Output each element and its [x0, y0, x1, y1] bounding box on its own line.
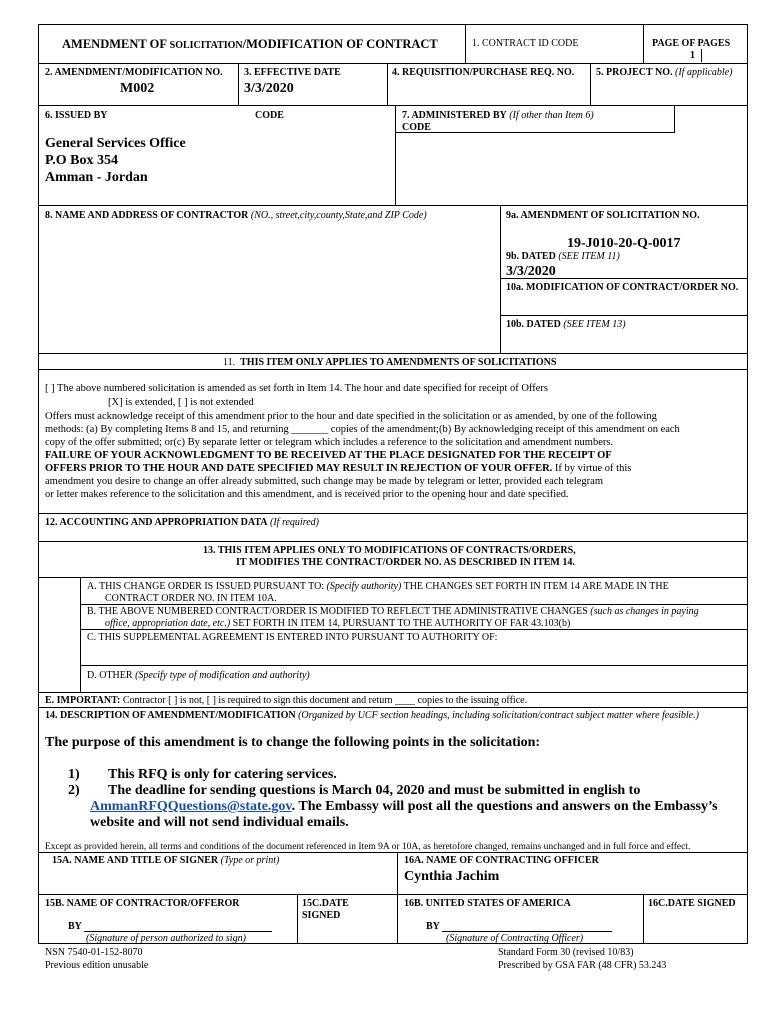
item-13-b-text: B. THE ABOVE NUMBERED CONTRACT/ORDER IS MODIFIED TO REFLECT THE ADMINISTRATIVE CHANGES [87, 606, 591, 617]
point-1-text: This RFQ is only for catering services. [108, 767, 337, 782]
project-no-label [596, 67, 732, 79]
item-9b-text: 9b. DATED [506, 251, 556, 262]
administered-text: 7. ADMINISTERED BY [402, 110, 507, 121]
amendment-no-value: M002 [120, 81, 155, 96]
item-10b-label [506, 319, 626, 331]
item-13-d-line [87, 670, 310, 682]
standard-form: Standard Form 30 (revised 10/83) [498, 947, 634, 958]
issuer-name: General Services Office [45, 136, 186, 151]
item-13-b-note-2: office, appropriation date, etc.) [105, 618, 231, 629]
by-right-label: BY [426, 921, 440, 932]
item-9b-note: (SEE ITEM 11) [558, 251, 620, 262]
item-14-purpose: The purpose of this amendment is to change the following points in the solicitation: [45, 735, 541, 750]
prescribed-by: Prescribed by GSA FAR (48 CFR) 53.243 [498, 960, 667, 971]
item-11-heading [223, 357, 556, 369]
project-no-text: 5. PROJECT NO. [596, 67, 673, 78]
date-15c-label-2: SIGNED [302, 910, 341, 921]
date-16c-label: 16C.DATE SIGNED [648, 898, 736, 909]
item-13-heading-2: IT MODIFIES THE CONTRACT/ORDER NO. AS DESCRIBED IN ITEM 14. [236, 557, 575, 568]
administered-by-label [402, 110, 594, 122]
previous-edition: Previous edition unusable [45, 960, 149, 971]
item-10b-text: 10b. DATED [506, 319, 561, 330]
issuer-address-2: Amman - Jordan [45, 170, 148, 185]
item-11-line-6: FAILURE OF YOUR ACKNOWLEDGMENT TO BE RECEIVED AT THE PLACE DESIGNATED FOR THE RECEIPT OF [45, 450, 612, 461]
requisition-label: 4. REQUISITION/PURCHASE REQ. NO. [392, 67, 575, 78]
item-11-line-5: copy of the offer submitted; or(c) By separate letter or telegram which includes a reference to the solicitation and amendment numbers. [45, 437, 614, 448]
effective-date-label: 3. EFFECTIVE DATE [244, 67, 341, 78]
signature-right-caption: (Signature of Contracting Officer) [446, 933, 584, 944]
item-13-a-line-2: CONTRACT ORDER NO. IN ITEM 10A. [105, 593, 277, 604]
issued-by-label: 6. ISSUED BY [45, 110, 108, 121]
page-separator [701, 49, 702, 62]
item-13-d-text: D. OTHER [87, 670, 136, 681]
item-13-a-note: (Specify authority) [326, 581, 402, 592]
item-12-label [45, 517, 319, 529]
item-11-line-3: Offers must acknowledge receipt of this amendment prior to the hour and date specified in the solicitation or as amended, by one of the following [45, 411, 657, 422]
issued-by-code-label: CODE [255, 110, 284, 121]
item-11-line-8: amendment you desire to change an offer already submitted, such change may be made by telegram or letter, provided each telegram [45, 476, 603, 487]
project-no-note: (If applicable) [675, 67, 733, 78]
contracting-officer-name: Cynthia Jachim [404, 869, 500, 884]
contractor-text: 8. NAME AND ADDRESS OF CONTRACTOR [45, 210, 249, 221]
amendment-no-label: 2. AMENDMENT/MODIFICATION NO. [45, 67, 223, 78]
effective-date-value: 3/3/2020 [244, 81, 294, 96]
item-11-line-7-rest: If by virtue of this [552, 463, 632, 474]
item-14-note: (Organized by UCF section headings, including solicitation/contract subject matter where feasible.) [298, 710, 699, 721]
item-13-d-note: (Specify type of modification and authority) [135, 670, 310, 681]
point-2-number: 2) [68, 783, 80, 798]
signature-line-right[interactable] [442, 931, 612, 932]
date-15c-label-1: 15C.DATE [302, 898, 349, 909]
point-2-rest: . The Embassy will post all the questions and answers on the Embassy’s [291, 799, 718, 814]
signature-left-caption: (Signature of person authorized to sign) [86, 933, 246, 944]
item-13-b-note: (such as changes in paying [590, 606, 699, 617]
administered-code-label: CODE [402, 122, 431, 133]
form-title [62, 38, 438, 52]
item-13-b-rest: SET FORTH IN ITEM 14, PURSUANT TO THE AUTHORITY OF FAR 43.103(b) [230, 618, 571, 629]
email-link[interactable]: AmmanRFQQuestions@state.gov [90, 799, 292, 814]
usa-16b-label: 16B. UNITED STATES OF AMERICA [404, 898, 571, 909]
item-12-text: 12. ACCOUNTING AND APPROPRIATION DATA [45, 517, 268, 528]
title-part-c: /MODIFICATION OF CONTRACT [242, 37, 438, 51]
signer-15a-label [52, 855, 279, 867]
item-9a-label: 9a. AMENDMENT OF SOLICITATION NO. [506, 210, 700, 221]
item-13-heading-1: 13. THIS ITEM APPLIES ONLY TO MODIFICATIONS OF CONTRACTS/ORDERS, [203, 545, 576, 556]
item-11-line-4: methods: (a) By completing Items 8 and 15, and returning _______ copies of the amendment;(b) By acknowledging receipt of this amendment on each [45, 424, 680, 435]
title-part-a: AMENDMENT OF [62, 37, 170, 51]
contractor-note: (NO., street,city,county,State,and ZIP Code) [250, 210, 427, 221]
signer-15a-text: 15A. NAME AND TITLE OF SIGNER [52, 855, 219, 866]
item-9b-label [506, 251, 620, 263]
item-10a-label: 10a. MODIFICATION OF CONTRACT/ORDER NO. [506, 282, 739, 293]
item-12-note: (If required) [270, 517, 319, 528]
item-13-a-rest: THE CHANGES SET FORTH IN ITEM 14 ARE MADE IN THE [401, 581, 669, 592]
page-of-pages-label: PAGE OF PAGES [652, 38, 731, 49]
item-11-num: 11. [223, 357, 236, 368]
nsn-number: NSN 7540-01-152-8070 [45, 947, 143, 958]
item-e-line [45, 695, 527, 707]
contract-id-label: 1. CONTRACT ID CODE [472, 38, 579, 49]
item-11-line-2: [X] is extended, [ ] is not extended [108, 397, 254, 408]
item-13-b-line-2 [105, 618, 570, 630]
item-10b-note: (SEE ITEM 13) [563, 319, 626, 330]
point-2-line-3: website and will not send individual emails. [90, 815, 349, 830]
officer-16a-label: 16A. NAME OF CONTRACTING OFFICER [404, 855, 599, 866]
contractor-label [45, 210, 427, 222]
point-1-number: 1) [68, 767, 80, 782]
page-value: 1 [690, 50, 695, 61]
title-part-b: SOLICITATION [169, 40, 243, 51]
item-9b-value: 3/3/2020 [506, 264, 556, 279]
administered-note: (If other than Item 6) [509, 110, 594, 121]
item-e-text: Contractor [ ] is not, [ ] is required to sign this document and return ____ copies to the issuing office. [120, 695, 528, 706]
point-2-text: The deadline for sending questions is March 04, 2020 and must be submitted in english to [108, 783, 641, 798]
item-13-c-line: C. THIS SUPPLEMENTAL AGREEMENT IS ENTERED INTO PURSUANT TO AUTHORITY OF: [87, 632, 498, 643]
by-left-label: BY [68, 921, 82, 932]
footer-note: Except as provided herein, all terms and conditions of the document referenced in Item 9A or 10A, as heretofore changed, remains unchanged and in full force and effect. [45, 842, 691, 852]
item-11-heading-text: THIS ITEM ONLY APPLIES TO AMENDMENTS OF SOLICITATIONS [240, 357, 557, 368]
signature-line-left[interactable] [84, 931, 272, 932]
issuer-address-1: P.O Box 354 [45, 153, 118, 168]
item-11-line-1: [ ] The above numbered solicitation is amended as set forth in Item 14. The hour and date specified for receipt of Offers [45, 383, 548, 394]
item-13-a-line-1 [87, 581, 669, 593]
item-e-label: E. IMPORTANT: [45, 695, 121, 706]
item-11-line-9: or letter makes reference to the solicitation and this amendment, and is received prior to the opening hour and date specified. [45, 489, 569, 500]
item-14-label [45, 710, 699, 722]
item-13-a-text: A. THIS CHANGE ORDER IS ISSUED PURSUANT TO: [87, 581, 327, 592]
signer-15a-note: (Type or print) [220, 855, 280, 866]
point-2-line-2 [90, 798, 718, 815]
item-14-text: 14. DESCRIPTION OF AMENDMENT/MODIFICATION [45, 710, 296, 721]
item-9a-value: 19-J010-20-Q-0017 [567, 236, 681, 251]
item-11-line-7-bold: OFFERS PRIOR TO THE HOUR AND DATE SPECIFIED MAY RESULT IN REJECTION OF YOUR OFFER. [45, 463, 553, 474]
item-11-line-7 [45, 462, 631, 475]
contractor-15b-label: 15B. NAME OF CONTRACTOR/OFFEROR [45, 898, 240, 909]
item-13-b-line-1 [87, 606, 699, 618]
